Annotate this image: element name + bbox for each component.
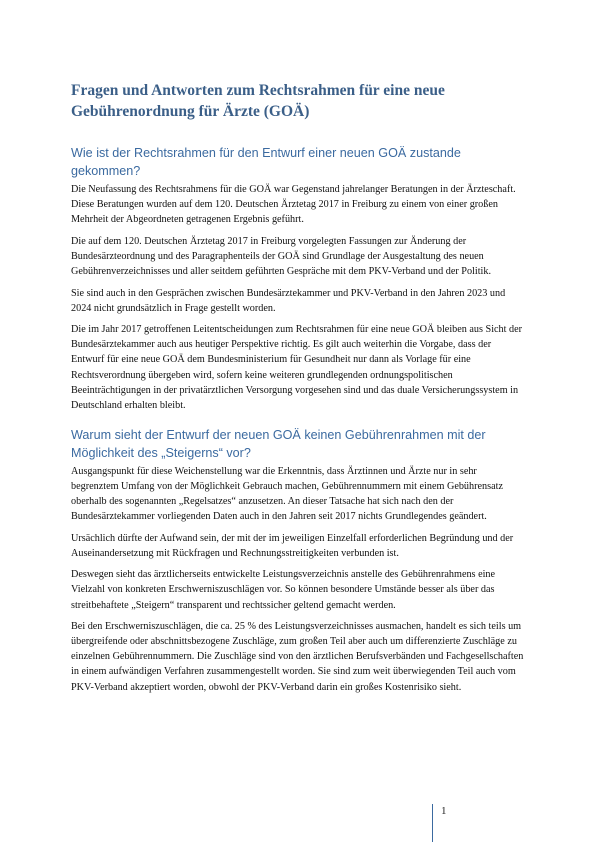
section-rechtsrahmen: [71, 144, 526, 413]
document-body: [71, 80, 526, 701]
paragraph: Bei den Erschwerniszuschlägen, die ca. 25 % des Leistungsverzeichnisses ausmachen, handelt es sich teils um übergreifende oder abschnittsbezogene Zuschläge, zum großen Teil aber auch um differenzierte Zuschläge zu einzelnen Gebührennummern. Die Zuschläge sind von den ärztlichen Berufsverbänden und Fachgesellschaften in einem aufwändigen Verfahren zusammengestellt worden. Sie sind zum weit überwiegenden Teil auch vom PKV-Verband akzeptiert worden, obwohl der PKV-Verband darin ein großes Kostenrisiko sieht.: [71, 621, 524, 693]
page-number: 1: [432, 804, 447, 842]
paragraph: Ursächlich dürfte der Aufwand sein, der mit der im jeweiligen Einzelfall erforderlichen Begründung und der Auseinandersetzung mit Rückfragen und Rechnungsstreitigkeiten verbunden ist.: [71, 532, 514, 559]
paragraph: Die auf dem 120. Deutschen Ärztetag 2017 in Freiburg vorgelegten Fassungen zur Änderung der Bundesärzteordnung und des Paragraphenteils der GOÄ sind Grundlage der Ausgestaltung des neuen Gebührenverzeichnisses und aller seitdem geführten Gespräche mit dem PKV-Verband und der Politik.: [71, 235, 492, 277]
paragraph: Deswegen sieht das ärztlicherseits entwickelte Leistungsverzeichnis anstelle des Gebührenrahmens eine Vielzahl von konkreten Erschwerniszuschlägen vor. So können besondere Umstände besser als über das streitbehaftete „Steigern“ transparent und rechtssicher geltend gemacht werden.: [71, 569, 496, 611]
section-steigern: [71, 426, 526, 695]
section-heading: Warum sieht der Entwurf der neuen GOÄ keinen Gebührenrahmen mit der Möglichkeit des „Steigerns“ vor?: [71, 427, 486, 460]
document-title: Fragen und Antworten zum Rechtsrahmen für eine neue Gebührenordnung für Ärzte (GOÄ): [71, 82, 445, 120]
paragraph: Sie sind auch in den Gesprächen zwischen Bundesärztekammer und PKV-Verband in den Jahren 2023 und 2024 nicht grundsätzlich in Frage gestellt worden.: [71, 287, 506, 314]
section-heading: Wie ist der Rechtsrahmen für den Entwurf einer neuen GOÄ zustande gekommen?: [71, 146, 461, 178]
paragraph: Ausgangspunkt für diese Weichenstellung war die Erkenntnis, dass Ärztinnen und Ärzte nur in sehr begrenztem Umfang von der Möglichkeit Gebrauch machen, Gebührennummern mit einem Gebührensatz oberhalb des sogenannten „Regelsatzes“ anzusetzen. An dieser Tatsache hat sich nach den der Bundesärztekammer vorliegenden Daten auch in den Jahren seit 2017 nichts Grundlegendes geändert.: [71, 465, 503, 523]
paragraph: Die Neufassung des Rechtsrahmens für die GOÄ war Gegenstand jahrelanger Beratungen in der Ärzteschaft. Diese Beratungen wurden auf dem 120. Deutschen Ärztetag 2017 in Freiburg zu einem von einer großen Mehrheit der Abgeordneten getragenen Ergebnis geführt.: [71, 184, 516, 226]
paragraph: Die im Jahr 2017 getroffenen Leitentscheidungen zum Rechtsrahmen für eine neue GOÄ bleiben aus Sicht der Bundesärztekammer auch aus heutiger Perspektive richtig. Es gilt auch weiterhin die Vorgabe, dass der Entwurf für eine neue GOÄ dem Bundesministerium für Gesundheit nur dann als Vorlage für eine Rechtsverordnung übergeben wird, sofern keine weiteren grundlegenden ordnungspolitischen Beeinträchtigungen in der privatärztlichen Versorgung vorgesehen sind und das duale Versicherungssystem in Deutschland erhalten bleibt.: [71, 324, 523, 411]
